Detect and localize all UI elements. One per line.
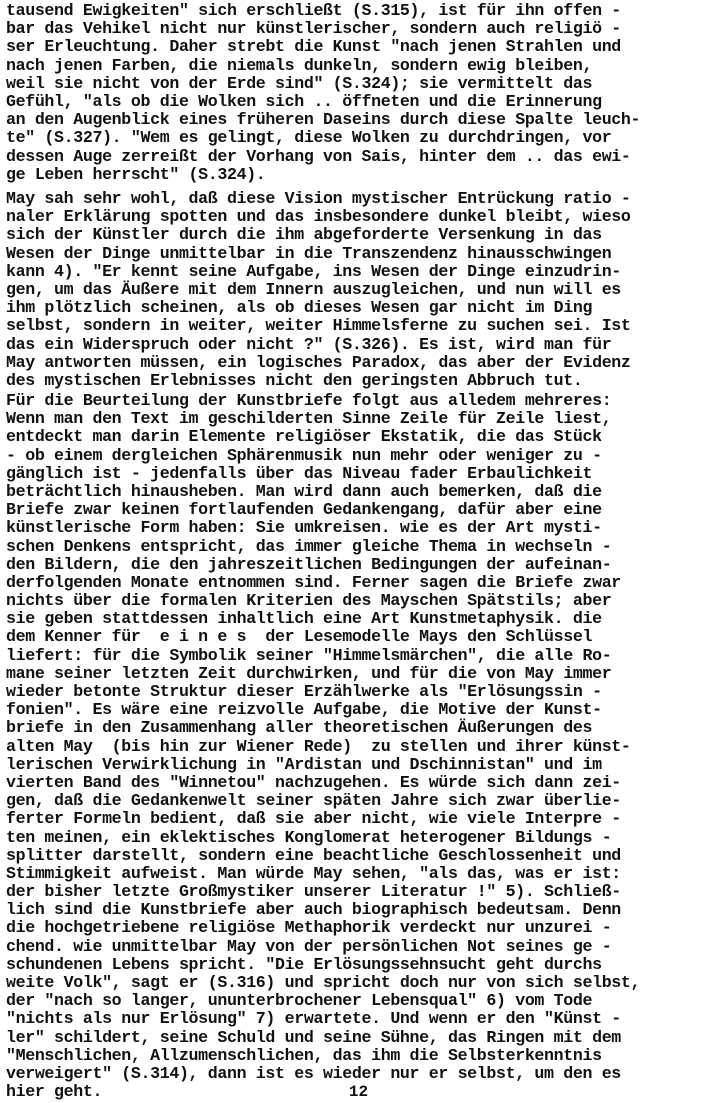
- paragraph-2: [6, 190, 710, 390]
- text-line: ten meinen, ein eklektisches Konglomerat heterogener Bildungs -: [6, 827, 612, 847]
- text-line: sich der Künstler durch die ihm abgeforderte Versenkung in das: [6, 225, 602, 245]
- text-line: den Bildern, die den jahreszeitlichen Bedingungen der aufeinan-: [6, 554, 612, 574]
- text-line: tausend Ewigkeiten" sich erschließt (S.315), ist für ihn offen -: [6, 1, 621, 20]
- text-line: Für die Beurteilung der Kunstbriefe folgt aus alledem mehreres:: [6, 391, 612, 410]
- text-line: fonien". Es wäre eine reizvolle Aufgabe, die Motive der Kunst-: [6, 700, 602, 720]
- text-line: selbst, sondern in weiter, weiter Himmelsferne zu suchen sei. Ist: [6, 316, 631, 336]
- text-line: Wesen der Dinge unmittelbar in die Transzendenz hinausschwingen: [6, 243, 612, 263]
- text-line: der "nach so langer, ununterbrochener Lebensqual" 6) vom Tode: [6, 991, 593, 1011]
- paragraph-3: [6, 392, 710, 1101]
- text-line: ferter Formeln bedient, daß sie aber nicht, wie viele Interpre -: [6, 809, 621, 829]
- text-line: vierten Band des "Winnetou" nachzugehen. Es würde sich dann zei-: [6, 772, 621, 792]
- text-line: naler Erklärung spotten und das insbesondere dunkel bleibt, wieso: [6, 207, 631, 227]
- text-line: gen, daß die Gedankenwelt seiner späten Jahre sich zwar überlie-: [6, 791, 621, 811]
- text-line: die hochgetriebene religiöse Methaphorik verdeckt nur unzurei -: [6, 918, 612, 938]
- text-line: ihm plötzlich scheinen, als ob dieses Wesen gar nicht im Ding: [6, 298, 593, 318]
- text-line: Stimmigkeit aufweist. Man würde May sehen, "als das, was er ist:: [6, 863, 621, 883]
- text-line: Briefe zwar keinen fortlaufenden Gedankengang, dafür aber eine: [6, 500, 602, 520]
- text-line: gen, um das Äußere mit dem Innern auszugleichen, und nun will es: [6, 279, 621, 299]
- text-line: weite Volk", sagt er (S.316) und spricht doch nur von sich selbst,: [6, 973, 641, 992]
- page-number: 12: [348, 1083, 369, 1101]
- text-line: ler" schildert, seine Schuld und seine Sühne, das Ringen mit dem: [6, 1027, 621, 1047]
- text-line: beträchtlich hinausheben. Man wird dann auch bemerken, daß die: [6, 481, 602, 501]
- text-line: der bisher letzte Großmystiker unserer Literatur !" 5). Schließ-: [6, 882, 621, 902]
- text-line: "Menschlichen, Allzumenschlichen, das ihm die Selbsterkenntnis: [6, 1045, 602, 1065]
- text-line: - ob einem dergleichen Sphärenmusik nun mehr oder weniger zu -: [6, 445, 602, 465]
- text-line: ser Erleuchtung. Daher strebt die Kunst "nach jenen Strahlen und: [6, 37, 621, 57]
- text-line: May sah sehr wohl, daß diese Vision mystischer Entrückung ratio -: [6, 189, 631, 208]
- text-line: nach jenen Farben, die niemals dunkeln, sondern ewig bleiben,: [6, 55, 593, 75]
- text-line: das ein Widerspruch oder nicht ?" (S.326). Es ist, wird man für: [6, 334, 612, 354]
- text-line: Wenn man den Text im geschilderten Sinne Zeile für Zeile liest,: [6, 409, 612, 429]
- text-line: alten May (bis hin zur Wiener Rede) zu stellen und ihrer künst-: [6, 736, 631, 756]
- text-line: des mystischen Erlebnisses nicht den geringsten Abbruch tut.: [6, 370, 583, 390]
- text-line: lich sind die Kunstbriefe aber auch biographisch bedeutsam. Denn: [6, 900, 621, 920]
- text-line: künstlerische Form haben: Sie umkreisen. wie es der Art mysti-: [6, 518, 602, 538]
- text-line: schen Denkens entspricht, das immer gleiche Thema in wechseln -: [6, 536, 612, 556]
- text-line: te" (S.327). "Wem es gelingt, diese Wolken zu durchdringen, vor: [6, 128, 612, 148]
- text-line: entdeckt man darin Elemente religiöser Ekstatik, die das Stück: [6, 427, 602, 447]
- text-line: derfolgenden Monate entnommen sind. Ferner sagen die Briefe zwar: [6, 572, 621, 592]
- text-line: splitter darstellt, sondern eine beachtliche Geschlossenheit und: [6, 845, 621, 865]
- text-line: gänglich ist - jedenfalls über das Niveau fader Erbaulichkeit: [6, 463, 593, 483]
- text-line: hier geht.: [6, 1082, 103, 1102]
- text-line: sie geben stattdessen inhaltlich eine Art Kunstmetaphysik. die: [6, 609, 602, 629]
- text-line: an den Augenblick eines früheren Daseins durch diese Spalte leuch-: [6, 110, 641, 130]
- text-line: chend. wie unmittelbar May von der persönlichen Not seines ge -: [6, 936, 612, 956]
- text-line: briefe in den Zusammenhang aller theoretischen Äußerungen des: [6, 718, 593, 738]
- text-line: verweigert" (S.314), dann ist es wieder nur er selbst, um den es: [6, 1063, 621, 1083]
- text-line: dem Kenner für e i n e s der Lesemodelle Mays den Schlüssel: [6, 627, 593, 647]
- text-line: weil sie nicht von der Erde sind" (S.324); sie vermittelt das: [6, 73, 593, 93]
- text-line: ge Leben herrscht" (S.324).: [6, 164, 266, 184]
- text-line: bar das Vehikel nicht nur künstlerischer, sondern auch religiö -: [6, 19, 621, 39]
- text-line: mane seiner letzten Zeit durchwirken, und für die von May immer: [6, 663, 612, 683]
- text-line: dessen Auge zerreißt der Vorhang von Sais, hinter dem .. das ewi-: [6, 146, 631, 166]
- text-line: May antworten müssen, ein logisches Paradox, das aber der Evidenz: [6, 352, 631, 372]
- text-line: "nichts als nur Erlösung" 7) erwartete. Und wenn er den "Künst -: [6, 1009, 621, 1029]
- text-line: liefert: für die Symbolik seiner "Himmelsmärchen", die alle Ro-: [6, 645, 612, 665]
- text-line: wieder betonte Struktur dieser Erzählwerke als "Erlösungssin -: [6, 682, 602, 701]
- text-line: nichts über die formalen Kriterien des Mayschen Spätstils; aber: [6, 591, 612, 611]
- text-line: Gefühl, "als ob die Wolken sich .. öffneten und die Erinnerung: [6, 91, 602, 111]
- text-line: schundenen Lebens spricht. "Die Erlösungssehnsucht geht durchs: [6, 954, 602, 974]
- paragraph-1: [6, 2, 710, 184]
- text-line: lerischen Verwirklichung in "Ardistan und Dschinnistan" und im: [6, 754, 602, 774]
- text-line: kann 4). "Er kennt seine Aufgabe, ins Wesen der Dinge einzudrin-: [6, 261, 621, 281]
